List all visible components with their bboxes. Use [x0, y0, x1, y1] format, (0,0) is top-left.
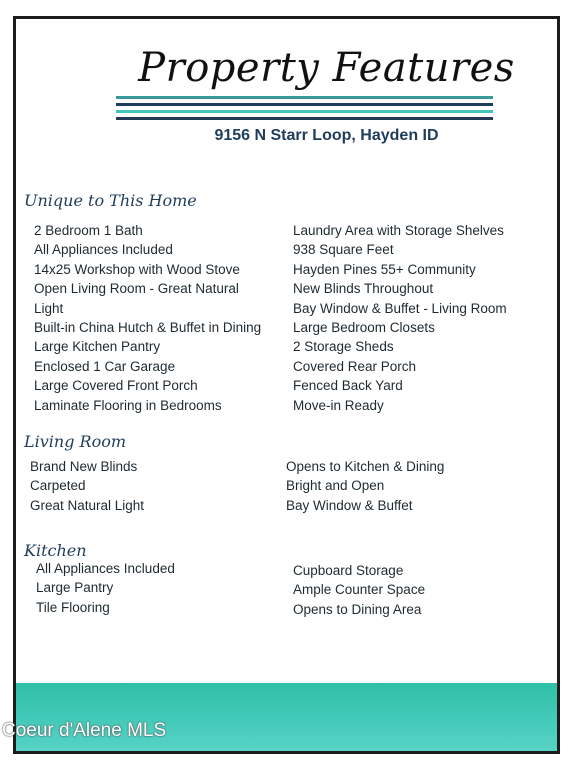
- list-item: Tile Flooring: [36, 599, 110, 615]
- list-item: Carpeted: [30, 478, 86, 494]
- decorative-rule: [116, 96, 493, 99]
- list-item: New Blinds Throughout: [293, 281, 434, 297]
- list-item: Ample Counter Space: [293, 582, 426, 598]
- list-item: 938 Square Feet: [293, 242, 394, 258]
- list-item: Light: [34, 300, 64, 316]
- list-item: Cupboard Storage: [293, 563, 404, 578]
- list-item: All Appliances Included: [34, 242, 173, 258]
- list-item: Hayden Pines 55+ Community: [293, 261, 476, 277]
- kitchen-right-list: [293, 561, 425, 619]
- living-left-list: [30, 457, 144, 515]
- page-title: Property Features: [138, 45, 515, 91]
- list-item: Large Bedroom Closets: [293, 320, 435, 336]
- list-item: Large Kitchen Pantry: [34, 339, 161, 355]
- list-item: Move-in Ready: [293, 397, 384, 413]
- list-item: Great Natural Light: [30, 497, 145, 513]
- list-item: Bright and Open: [286, 478, 385, 494]
- section-title-living: Living Room: [24, 432, 127, 451]
- list-item: Enclosed 1 Car Garage: [34, 358, 176, 374]
- property-address: 9156 N Starr Loop, Hayden ID: [214, 127, 439, 144]
- list-item: Laminate Flooring in Bedrooms: [34, 397, 222, 413]
- unique-right-list: [293, 221, 507, 415]
- list-item: Bay Window & Buffet - Living Room: [293, 300, 507, 316]
- section-title-unique: Unique to This Home: [24, 191, 197, 210]
- decorative-rule: [116, 110, 493, 113]
- list-item: Brand New Blinds: [30, 459, 138, 474]
- list-item: 2 Storage Sheds: [293, 339, 394, 355]
- flyer-frame: [13, 16, 560, 754]
- list-item: Bay Window & Buffet: [286, 497, 413, 513]
- list-item: Opens to Kitchen & Dining: [286, 459, 445, 474]
- list-item: Large Covered Front Porch: [34, 378, 198, 394]
- list-item: Covered Rear Porch: [293, 358, 417, 374]
- list-item: 2 Bedroom 1 Bath: [34, 223, 143, 238]
- list-item: Large Pantry: [36, 580, 114, 596]
- list-item: 14x25 Workshop with Wood Stove: [34, 261, 240, 277]
- living-right-list: [286, 457, 444, 515]
- section-title-kitchen: Kitchen: [24, 541, 87, 560]
- list-item: Built-in China Hutch & Buffet in Dining: [34, 320, 262, 336]
- list-item: All Appliances Included: [36, 561, 175, 576]
- list-item: Fenced Back Yard: [293, 378, 403, 394]
- kitchen-left-list: [36, 559, 175, 617]
- decorative-rule: [116, 103, 493, 106]
- unique-left-list: [34, 221, 261, 415]
- decorative-rule: [116, 117, 493, 120]
- mls-watermark: Coeur d'Alene MLS: [2, 720, 167, 741]
- list-item: Opens to Dining Area: [293, 601, 422, 617]
- list-item: Laundry Area with Storage Shelves: [293, 223, 504, 238]
- list-item: Open Living Room - Great Natural: [34, 281, 239, 297]
